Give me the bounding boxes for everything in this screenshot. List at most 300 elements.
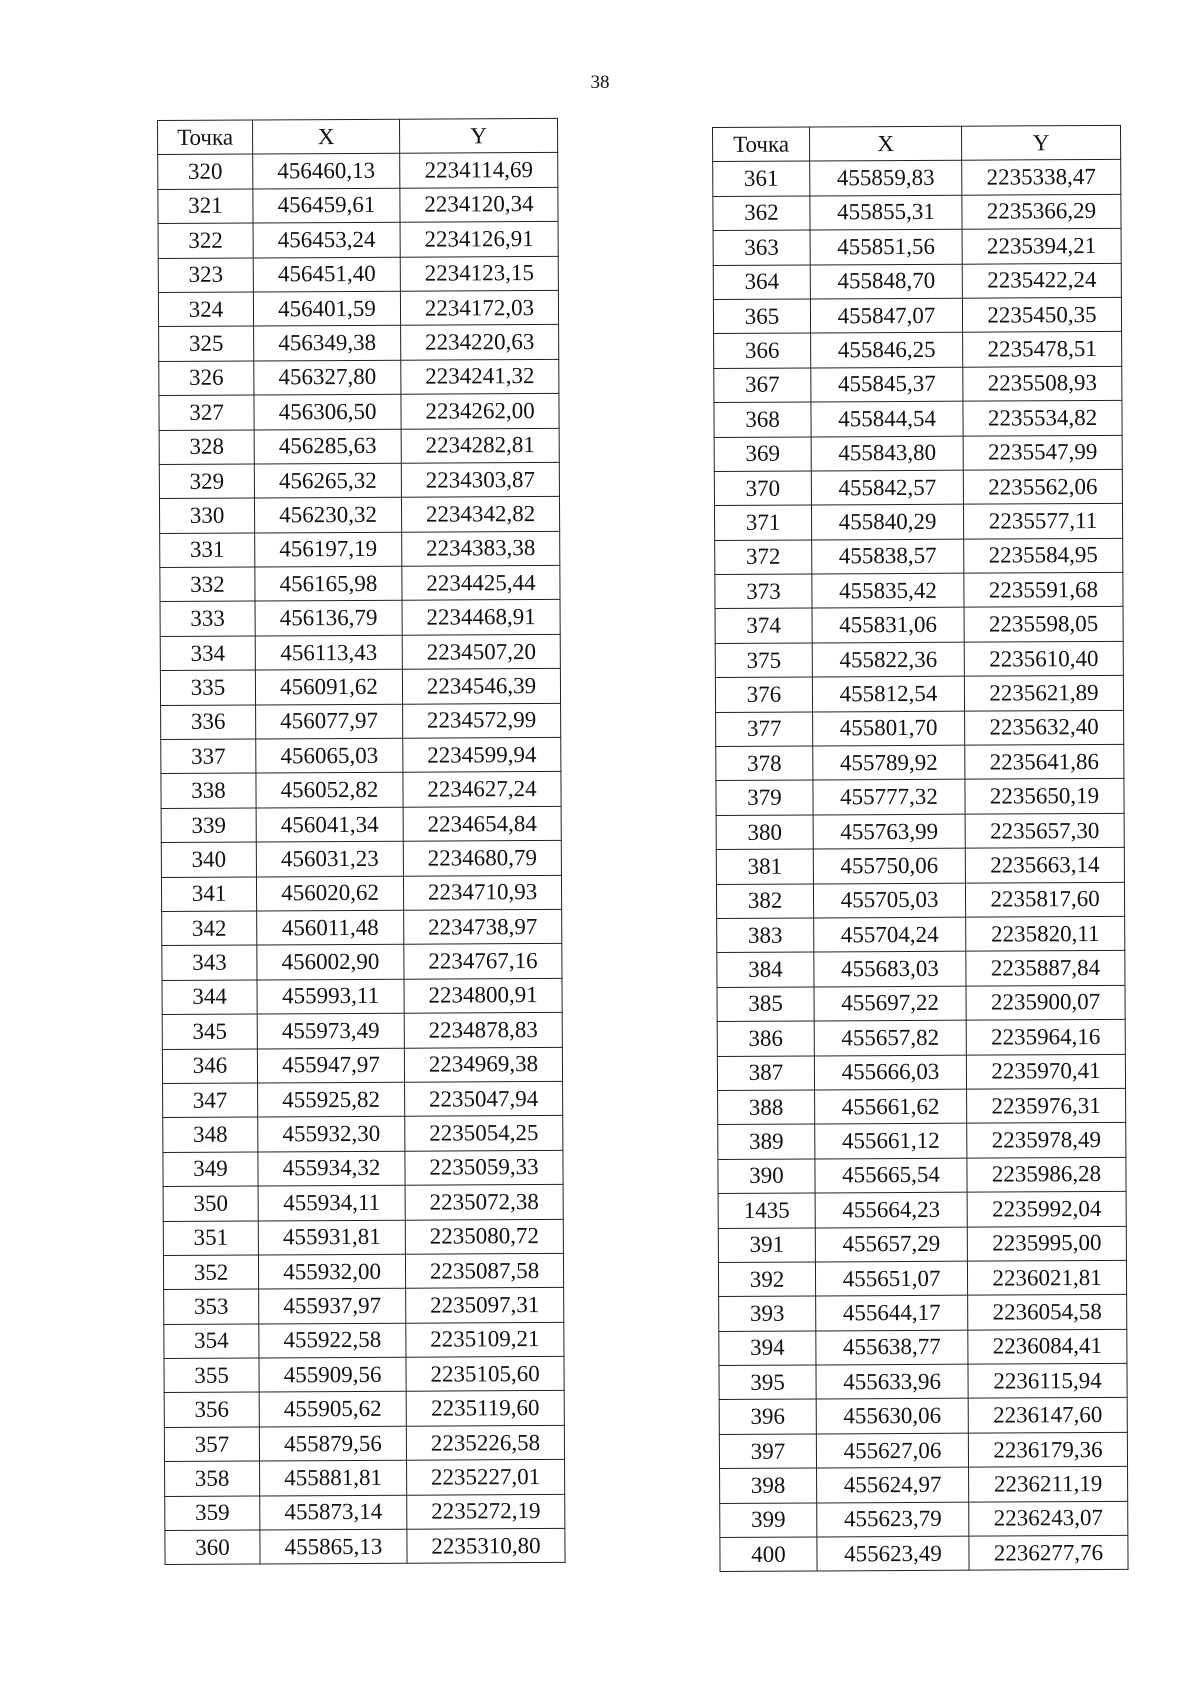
cell-point: 365 <box>713 299 810 334</box>
cell-y: 2235478,51 <box>963 332 1122 367</box>
page-number: 38 <box>590 72 610 93</box>
cell-y: 2234172,03 <box>400 290 558 325</box>
cell-y: 2235641,86 <box>965 744 1124 779</box>
cell-y: 2235900,07 <box>966 985 1125 1020</box>
cell-y: 2234627,24 <box>403 772 561 807</box>
cell-y: 2235310,80 <box>407 1528 565 1563</box>
cell-point: 380 <box>716 815 813 850</box>
table-row <box>719 1432 1127 1469</box>
cell-y: 2235087,58 <box>405 1253 563 1288</box>
table-row <box>714 435 1122 472</box>
cell-point: 374 <box>715 608 812 643</box>
cell-x: 456077,97 <box>256 704 403 739</box>
cell-y: 2234468,91 <box>402 600 560 635</box>
cell-x: 455822,36 <box>812 642 964 677</box>
table-row <box>716 882 1124 919</box>
table-row <box>714 366 1122 403</box>
cell-y: 2234767,16 <box>404 944 562 979</box>
cell-x: 455973,49 <box>257 1013 404 1048</box>
cell-y: 2235226,58 <box>406 1425 564 1460</box>
cell-x: 455847,07 <box>810 298 962 333</box>
cell-point: 340 <box>161 842 256 877</box>
cell-y: 2234241,32 <box>401 359 559 394</box>
cell-y: 2234383,38 <box>402 531 560 566</box>
cell-point: 366 <box>714 333 811 368</box>
cell-point: 358 <box>165 1461 260 1496</box>
cell-point: 351 <box>163 1220 258 1255</box>
cell-point: 375 <box>715 643 812 678</box>
table-row <box>164 1322 564 1358</box>
cell-point: 400 <box>720 1537 817 1572</box>
cell-point: 379 <box>716 780 813 815</box>
table-body-left <box>158 153 565 1565</box>
cell-y: 2234282,81 <box>401 428 559 463</box>
table-row <box>161 841 561 877</box>
table-row <box>715 641 1123 678</box>
cell-point: 355 <box>164 1358 259 1393</box>
cell-x: 455922,58 <box>259 1323 406 1358</box>
cell-point: 383 <box>717 918 814 953</box>
cell-x: 455844,54 <box>811 401 963 436</box>
cell-x: 455931,81 <box>258 1220 405 1255</box>
cell-y: 2236084,41 <box>968 1329 1127 1364</box>
table-header-row <box>713 125 1121 162</box>
table-row <box>718 1157 1126 1194</box>
cell-x: 455845,37 <box>811 367 963 402</box>
cell-y: 2235054,25 <box>405 1116 563 1151</box>
table-row <box>718 1260 1126 1297</box>
cell-x: 456136,79 <box>255 601 402 636</box>
cell-point: 333 <box>160 601 255 636</box>
table-row <box>163 1184 563 1220</box>
table-row <box>719 1398 1127 1435</box>
cell-point: 367 <box>714 368 811 403</box>
cell-y: 2235227,01 <box>407 1460 565 1495</box>
table-row <box>715 538 1123 575</box>
cell-y: 2235080,72 <box>405 1219 563 1254</box>
cell-y: 2234599,94 <box>403 737 561 772</box>
table-row <box>158 153 558 189</box>
cell-x: 455657,29 <box>815 1227 967 1262</box>
cell-y: 2234303,87 <box>401 462 559 497</box>
cell-point: 325 <box>159 326 254 361</box>
cell-y: 2236277,76 <box>969 1535 1128 1570</box>
cell-y: 2235964,16 <box>966 1020 1125 1055</box>
cell-y: 2234572,99 <box>403 703 561 738</box>
cell-x: 456285,63 <box>254 429 401 464</box>
table-row <box>160 531 560 567</box>
cell-x: 455789,92 <box>813 745 965 780</box>
cell-point: 359 <box>165 1496 260 1531</box>
cell-point: 346 <box>162 1049 257 1084</box>
cell-x: 456165,98 <box>255 566 402 601</box>
cell-x: 456349,38 <box>254 326 401 361</box>
cell-y: 2234546,39 <box>402 669 560 704</box>
cell-point: 356 <box>164 1392 259 1427</box>
table-row <box>163 1253 563 1289</box>
cell-point: 350 <box>163 1186 258 1221</box>
cell-x: 455835,42 <box>812 573 964 608</box>
cell-y: 2235119,60 <box>406 1391 564 1426</box>
table-row <box>717 1054 1125 1091</box>
table-row <box>716 710 1124 747</box>
cell-point: 321 <box>158 189 253 224</box>
cell-point: 343 <box>162 945 257 980</box>
cell-point: 332 <box>160 567 255 602</box>
cell-point: 389 <box>718 1124 815 1159</box>
cell-y: 2234507,20 <box>402 634 560 669</box>
table-row <box>163 1116 563 1152</box>
cell-y: 2234262,00 <box>401 394 559 429</box>
cell-point: 349 <box>163 1152 258 1187</box>
table-row <box>714 469 1122 506</box>
cell-point: 326 <box>159 361 254 396</box>
cell-x: 455697,22 <box>814 986 966 1021</box>
cell-y: 2235097,31 <box>406 1288 564 1323</box>
cell-x: 455633,96 <box>816 1364 968 1399</box>
cell-x: 455873,14 <box>260 1495 407 1530</box>
cell-y: 2234738,97 <box>404 909 562 944</box>
cell-point: 378 <box>716 746 813 781</box>
table-row <box>164 1288 564 1324</box>
cell-y: 2235547,99 <box>963 435 1122 470</box>
cell-x: 455932,30 <box>258 1117 405 1152</box>
cell-y: 2235422,24 <box>962 263 1121 298</box>
header-point: Точка <box>713 127 810 162</box>
table-row <box>720 1501 1128 1538</box>
table-row <box>161 772 561 808</box>
cell-y: 2235970,41 <box>966 1054 1125 1089</box>
cell-y: 2235978,49 <box>967 1123 1126 1158</box>
cell-x: 456197,19 <box>255 532 402 567</box>
cell-y: 2235534,82 <box>963 400 1122 435</box>
cell-point: 376 <box>715 677 812 712</box>
cell-y: 2235508,93 <box>963 366 1122 401</box>
cell-x: 455801,70 <box>813 711 965 746</box>
cell-point: 347 <box>163 1083 258 1118</box>
cell-y: 2235610,40 <box>964 641 1123 676</box>
table-row <box>158 256 558 292</box>
cell-point: 370 <box>714 471 811 506</box>
cell-x: 456113,43 <box>255 635 402 670</box>
cell-point: 335 <box>160 670 255 705</box>
cell-x: 455661,62 <box>815 1089 967 1124</box>
table-row <box>159 497 559 533</box>
cell-y: 2235995,00 <box>967 1226 1126 1261</box>
cell-x: 455934,11 <box>258 1185 405 1220</box>
cell-x: 456451,40 <box>253 257 400 292</box>
cell-point: 387 <box>717 1056 814 1091</box>
cell-y: 2235577,11 <box>963 504 1122 539</box>
cell-x: 455879,56 <box>259 1426 406 1461</box>
table-row <box>161 875 561 911</box>
table-row <box>717 951 1125 988</box>
cell-x: 455704,24 <box>814 917 966 952</box>
cell-point: 398 <box>720 1468 817 1503</box>
coordinates-table-right <box>712 125 1129 1573</box>
cell-point: 337 <box>161 739 256 774</box>
table-row <box>164 1356 564 1392</box>
cell-point: 341 <box>161 877 256 912</box>
table-row <box>162 1047 562 1083</box>
cell-x: 455630,06 <box>816 1399 968 1434</box>
cell-y: 2234969,38 <box>404 1047 562 1082</box>
table-row <box>713 297 1121 334</box>
cell-x: 455932,00 <box>258 1254 405 1289</box>
cell-x: 455947,97 <box>257 1048 404 1083</box>
cell-x: 455937,97 <box>259 1288 406 1323</box>
cell-y: 2236211,19 <box>969 1467 1128 1502</box>
cell-x: 456052,82 <box>256 773 403 808</box>
cell-x: 455993,11 <box>257 979 404 1014</box>
cell-point: 399 <box>720 1503 817 1538</box>
cell-x: 455909,56 <box>259 1357 406 1392</box>
cell-point: 1435 <box>718 1193 815 1228</box>
table-row <box>163 1081 563 1117</box>
cell-y: 2234680,79 <box>403 841 561 876</box>
cell-point: 397 <box>719 1434 816 1469</box>
cell-point: 371 <box>714 505 811 540</box>
cell-point: 354 <box>164 1324 259 1359</box>
table-row <box>720 1535 1128 1572</box>
table-row <box>716 848 1124 885</box>
cell-point: 344 <box>162 980 257 1015</box>
cell-y: 2235820,11 <box>966 916 1125 951</box>
table-row <box>715 572 1123 609</box>
cell-x: 455934,32 <box>258 1151 405 1186</box>
cell-point: 323 <box>158 258 253 293</box>
cell-y: 2235887,84 <box>966 951 1125 986</box>
cell-x: 455623,49 <box>817 1536 969 1571</box>
cell-x: 455623,79 <box>817 1502 969 1537</box>
cell-x: 455859,83 <box>810 161 962 196</box>
cell-x: 455838,57 <box>812 539 964 574</box>
cell-y: 2234126,91 <box>400 222 558 257</box>
cell-y: 2235072,38 <box>405 1184 563 1219</box>
header-y: Y <box>961 125 1120 160</box>
cell-x: 455705,03 <box>813 883 965 918</box>
cell-point: 391 <box>718 1227 815 1262</box>
table-row <box>713 160 1121 197</box>
table-row <box>163 1219 563 1255</box>
table-row <box>718 1088 1126 1125</box>
cell-point: 360 <box>165 1530 260 1565</box>
cell-x: 455657,82 <box>814 1020 966 1055</box>
table-row <box>159 325 559 361</box>
cell-point: 381 <box>716 849 813 884</box>
cell-x: 455664,23 <box>815 1192 967 1227</box>
cell-point: 393 <box>719 1296 816 1331</box>
cell-point: 386 <box>717 1021 814 1056</box>
table-row <box>159 462 559 498</box>
table-row <box>165 1460 565 1496</box>
cell-point: 395 <box>719 1365 816 1400</box>
table-row <box>161 737 561 773</box>
cell-y: 2234220,63 <box>401 325 559 360</box>
cell-point: 345 <box>162 1014 257 1049</box>
cell-y: 2236021,81 <box>967 1260 1126 1295</box>
table-row <box>164 1425 564 1461</box>
cell-y: 2235598,05 <box>964 607 1123 642</box>
cell-point: 382 <box>716 884 813 919</box>
cell-point: 339 <box>161 808 256 843</box>
cell-point: 377 <box>716 712 813 747</box>
cell-y: 2234114,69 <box>400 153 558 188</box>
table-row <box>161 806 561 842</box>
cell-x: 455661,12 <box>815 1124 967 1159</box>
table-row <box>161 703 561 739</box>
cell-y: 2234342,82 <box>401 497 559 532</box>
cell-x: 456265,32 <box>254 463 401 498</box>
cell-point: 348 <box>163 1117 258 1152</box>
table-row <box>713 263 1121 300</box>
table-row <box>160 565 560 601</box>
cell-point: 363 <box>713 230 810 265</box>
table-row <box>714 504 1122 541</box>
cell-x: 455777,32 <box>813 780 965 815</box>
cell-point: 368 <box>714 402 811 437</box>
cell-point: 385 <box>717 987 814 1022</box>
cell-x: 456065,03 <box>256 738 403 773</box>
cell-x: 456230,32 <box>254 498 401 533</box>
header-x: X <box>810 126 962 161</box>
cell-point: 334 <box>160 636 255 671</box>
cell-y: 2235621,89 <box>964 676 1123 711</box>
cell-y: 2234120,34 <box>400 187 558 222</box>
table-row <box>713 194 1121 231</box>
cell-x: 455881,81 <box>260 1460 407 1495</box>
cell-point: 353 <box>164 1289 259 1324</box>
table-row <box>162 978 562 1014</box>
table-row <box>162 909 562 945</box>
cell-x: 455840,29 <box>811 504 963 539</box>
cell-x: 455665,54 <box>815 1158 967 1193</box>
cell-x: 455763,99 <box>813 814 965 849</box>
table-row <box>164 1391 564 1427</box>
table-row <box>160 600 560 636</box>
table-row <box>715 607 1123 644</box>
cell-y: 2236147,60 <box>968 1398 1127 1433</box>
cell-point: 322 <box>158 223 253 258</box>
cell-x: 455666,03 <box>814 1055 966 1090</box>
table-row <box>160 634 560 670</box>
cell-x: 455865,13 <box>260 1529 407 1564</box>
header-x: X <box>253 119 400 154</box>
cell-x: 455750,06 <box>813 848 965 883</box>
cell-y: 2235047,94 <box>405 1081 563 1116</box>
table-row <box>715 676 1123 713</box>
cell-point: 392 <box>718 1262 815 1297</box>
cell-y: 2234878,83 <box>404 1013 562 1048</box>
cell-point: 329 <box>159 464 254 499</box>
cell-y: 2234654,84 <box>403 806 561 841</box>
cell-y: 2235338,47 <box>962 160 1121 195</box>
cell-x: 455644,17 <box>816 1295 968 1330</box>
cell-point: 369 <box>714 437 811 472</box>
table-row <box>717 985 1125 1022</box>
table-row <box>159 428 559 464</box>
cell-x: 455638,77 <box>816 1330 968 1365</box>
cell-point: 327 <box>159 395 254 430</box>
table-row <box>720 1467 1128 1504</box>
cell-y: 2235632,40 <box>965 710 1124 745</box>
table-header-row <box>158 118 558 154</box>
cell-x: 456091,62 <box>255 669 402 704</box>
cell-y: 2235663,14 <box>965 848 1124 883</box>
cell-x: 456460,13 <box>253 154 400 189</box>
cell-point: 361 <box>713 161 810 196</box>
cell-x: 455843,80 <box>811 436 963 471</box>
cell-x: 455624,97 <box>817 1467 969 1502</box>
cell-y: 2235992,04 <box>967 1191 1126 1226</box>
cell-point: 342 <box>162 911 257 946</box>
cell-point: 384 <box>717 952 814 987</box>
cell-y: 2235105,60 <box>406 1356 564 1391</box>
table-row <box>714 332 1122 369</box>
cell-x: 456011,48 <box>257 910 404 945</box>
cell-point: 338 <box>161 773 256 808</box>
cell-y: 2235366,29 <box>962 194 1121 229</box>
cell-x: 455683,03 <box>814 952 966 987</box>
cell-point: 390 <box>718 1159 815 1194</box>
cell-y: 2235657,30 <box>965 813 1124 848</box>
cell-y: 2236243,07 <box>969 1501 1128 1536</box>
table-row <box>718 1123 1126 1160</box>
cell-point: 352 <box>163 1255 258 1290</box>
cell-point: 328 <box>159 430 254 465</box>
cell-point: 324 <box>158 292 253 327</box>
cell-x: 455851,56 <box>810 229 962 264</box>
table-row <box>716 744 1124 781</box>
cell-x: 456401,59 <box>253 291 400 326</box>
cell-x: 456002,90 <box>257 945 404 980</box>
cell-x: 455848,70 <box>810 264 962 299</box>
table-row <box>719 1329 1127 1366</box>
cell-point: 336 <box>161 705 256 740</box>
cell-y: 2234123,15 <box>400 256 558 291</box>
cell-y: 2235394,21 <box>962 229 1121 264</box>
cell-y: 2235272,19 <box>407 1494 565 1529</box>
cell-y: 2234800,91 <box>404 978 562 1013</box>
cell-y: 2236054,58 <box>968 1295 1127 1330</box>
cell-x: 456031,23 <box>256 841 403 876</box>
header-point: Точка <box>158 120 253 155</box>
cell-point: 362 <box>713 196 810 231</box>
cell-x: 455842,57 <box>811 470 963 505</box>
cell-point: 388 <box>718 1090 815 1125</box>
cell-point: 357 <box>164 1427 259 1462</box>
header-y: Y <box>399 118 557 153</box>
table-row <box>159 359 559 395</box>
cell-y: 2235591,68 <box>964 572 1123 607</box>
table-row <box>718 1226 1126 1263</box>
cell-y: 2236179,36 <box>968 1432 1127 1467</box>
cell-x: 455831,06 <box>812 608 964 643</box>
cell-y: 2235986,28 <box>967 1157 1126 1192</box>
table-row <box>719 1363 1127 1400</box>
table-row <box>160 669 560 705</box>
cell-x: 455651,07 <box>815 1261 967 1296</box>
table-row <box>717 916 1125 953</box>
cell-x: 456327,80 <box>254 360 401 395</box>
cell-y: 2235817,60 <box>965 882 1124 917</box>
cell-x: 456459,61 <box>253 188 400 223</box>
table-row <box>158 187 558 223</box>
cell-y: 2234710,93 <box>403 875 561 910</box>
cell-y: 2235450,35 <box>962 297 1121 332</box>
cell-y: 2235109,21 <box>406 1322 564 1357</box>
cell-y: 2235650,19 <box>965 779 1124 814</box>
